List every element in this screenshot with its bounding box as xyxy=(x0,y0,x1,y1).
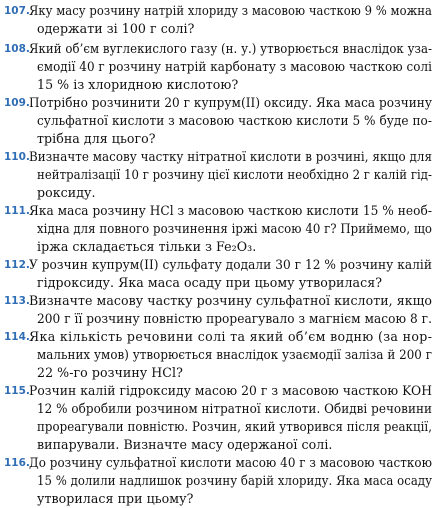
problem-text-line: утворилася при цьому? xyxy=(37,491,194,506)
problem-text-line: Який об’єм вуглекислого газу (н. у.) утворюється внаслідок уза- xyxy=(29,41,432,56)
problem-text-line: Визначте масову частку нітратної кислоти в розчині, якщо для xyxy=(29,149,432,164)
problem-text-line: гідроксиду. Яка маса осаду при цьому утворилася? xyxy=(37,275,383,290)
problem-text-line: роксиду. xyxy=(37,185,96,200)
problem-number: 110. xyxy=(4,151,30,163)
problem-text-line: До розчину сульфатної кислоти масою 40 г з масовою часткою xyxy=(29,455,432,470)
problem-item xyxy=(0,148,437,202)
problem-item xyxy=(0,382,437,454)
problem-text-line: Розчин калій гідроксиду масою 20 г з масовою часткою KOH xyxy=(29,383,432,398)
problem-item xyxy=(0,256,437,292)
problem-text-line: мальних умов) утворюється внаслідок узаємодії заліза й 200 г xyxy=(37,347,432,362)
problem-text-line: 15 % із хлоридною кислотою? xyxy=(37,77,239,92)
problem-number: 107. xyxy=(4,5,30,17)
problem-text-line: 15 % долили надлишок розчину барій хлориду. Яка маса осаду xyxy=(37,473,432,488)
problem-number: 112. xyxy=(4,259,30,271)
problem-number: 115. xyxy=(4,385,30,397)
problem-text-line: 200 г її розчину повністю прореагувало з магнієм масою 8 г. xyxy=(37,311,432,326)
problem-text-line: сульфатної кислоти з масовою часткою кислоти 5 % буде по- xyxy=(37,113,432,128)
problem-item xyxy=(0,202,437,256)
problem-item xyxy=(0,94,437,148)
problem-text-line: хідна для повного розчинення іржі масою 40 г? Приймемо, що xyxy=(37,221,432,236)
problem-item xyxy=(0,2,437,38)
problem-number: 111. xyxy=(4,205,30,217)
problem-number: 109. xyxy=(4,97,30,109)
problem-text-line: нейтралізації 10 г розчину цієї кислоти необхідно 2 г калій гід- xyxy=(37,167,432,182)
problem-number: 116. xyxy=(4,457,30,469)
problem-text-line: ємодії 40 г розчину натрій карбонату з масовою часткою солі xyxy=(37,59,432,74)
problem-item xyxy=(0,292,437,328)
problem-text-line: 12 % обробили розчином нітратної кислоти. Обидві речовини xyxy=(37,401,432,416)
problem-item xyxy=(0,454,437,508)
problem-text-line: Потрібно розчинити 20 г купрум(ІІ) оксиду. Яка маса розчину xyxy=(29,95,432,110)
problem-number: 108. xyxy=(4,43,30,55)
problem-text-line: Визначте масову частку розчину сульфатної кислоти, якщо xyxy=(29,293,432,308)
problem-text-line: випарували. Визначте масу одержаної солі. xyxy=(37,437,333,452)
problem-number: 113. xyxy=(4,295,30,307)
problem-item xyxy=(0,40,437,94)
problem-text-line: Яку масу розчину натрій хлориду з масовою часткою 9 % можна xyxy=(29,3,432,18)
problem-text-line: трібна для цього? xyxy=(37,131,156,146)
problem-text-line: іржа складається тільки з Fe₂O₃. xyxy=(37,239,257,254)
problem-text-line: Яка маса розчину HCl з масовою часткою кислоти 15 % необ- xyxy=(29,203,432,218)
problem-text-line: Яка кількість речовини солі та який об’єм водню (за нор- xyxy=(29,329,433,344)
problem-item xyxy=(0,328,437,382)
problem-number: 114. xyxy=(4,331,30,343)
problem-text-line: одержати зі 100 г солі? xyxy=(37,21,195,36)
problem-text-line: прореагували повністю. Розчин, який утворився після реакції, xyxy=(37,419,432,434)
problem-text-line: 22 %-го розчину HCl? xyxy=(37,365,183,380)
problem-text-line: У розчин купрум(ІІ) сульфату додали 30 г 12 % розчину калій xyxy=(29,257,432,272)
